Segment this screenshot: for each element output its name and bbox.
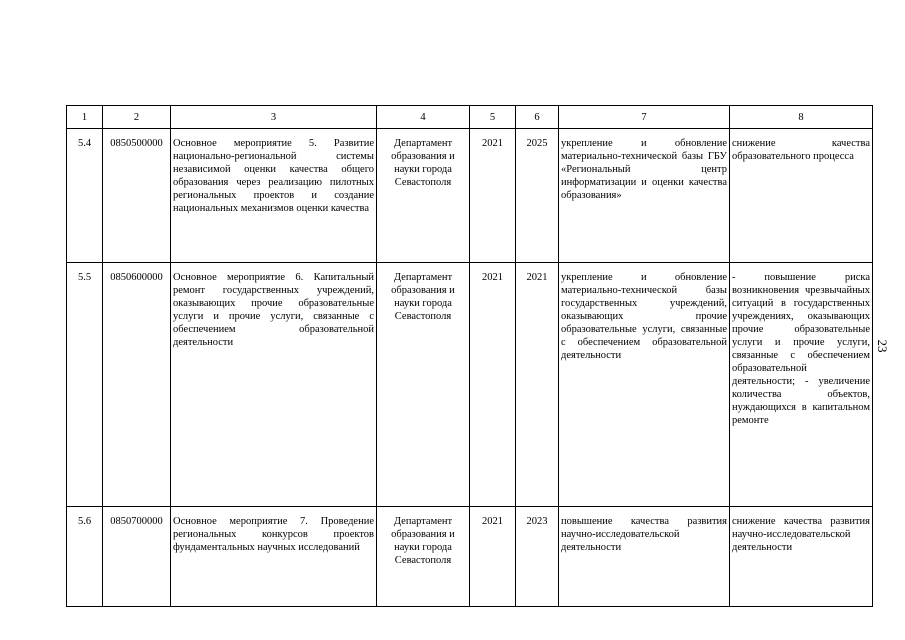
end-year: 2021 <box>516 263 559 507</box>
event-name: Основное мероприятие 6. Капитальный ремонт государственных учреждений, оказывающих прочие образовательные услуги и прочие услуги, связанные с обеспечением образовательной деятельности <box>171 263 377 507</box>
non-implementation-consequence: снижение качества образовательного процесса <box>730 129 873 263</box>
row-number: 5.5 <box>67 263 103 507</box>
table-row <box>67 129 873 263</box>
header-row <box>67 106 873 129</box>
row-number: 5.6 <box>67 507 103 607</box>
executor: Департамент образования и науки города Севастополя <box>377 263 470 507</box>
expected-result: повышение качества развития научно-исследовательской деятельности <box>559 507 730 607</box>
end-year: 2023 <box>516 507 559 607</box>
header-cell-5: 5 <box>470 106 516 129</box>
program-events-table <box>66 105 873 607</box>
header-cell-3: 3 <box>171 106 377 129</box>
executor: Департамент образования и науки города Севастополя <box>377 129 470 263</box>
expected-result: укрепление и обновление материально-технической базы ГБУ «Региональный центр информатизации и оценки качества образования» <box>559 129 730 263</box>
header-cell-4: 4 <box>377 106 470 129</box>
end-year: 2025 <box>516 129 559 263</box>
header-cell-7: 7 <box>559 106 730 129</box>
start-year: 2021 <box>470 507 516 607</box>
budget-code: 0850500000 <box>103 129 171 263</box>
header-cell-6: 6 <box>516 106 559 129</box>
page-number: 23 <box>875 339 890 353</box>
header-cell-8: 8 <box>730 106 873 129</box>
executor: Департамент образования и науки города Севастополя <box>377 507 470 607</box>
row-number: 5.4 <box>67 129 103 263</box>
non-implementation-consequence: - повышение риска возникновения чрезвычайных ситуаций в государственных учреждениях, оказывающих прочие образовательные услуги и прочие услуги, связанные с обеспечением образовательной деятельности; - увеличение количества объектов, нуждающихся в капитальном ремонте <box>730 263 873 507</box>
header-cell-2: 2 <box>103 106 171 129</box>
table-row <box>67 507 873 607</box>
budget-code: 0850600000 <box>103 263 171 507</box>
event-name: Основное мероприятие 7. Проведение региональных конкурсов проектов фундаментальных научных исследований <box>171 507 377 607</box>
budget-code: 0850700000 <box>103 507 171 607</box>
start-year: 2021 <box>470 263 516 507</box>
non-implementation-consequence: снижение качества развития научно-исследовательской деятельности <box>730 507 873 607</box>
header-cell-1: 1 <box>67 106 103 129</box>
event-name: Основное мероприятие 5. Развитие национально-региональной системы независимой оценки качества общего образования через реализацию пилотных региональных проектов и создание национальных механизмов оценки качества <box>171 129 377 263</box>
expected-result: укрепление и обновление материально-технической базы государственных учреждений, оказывающих прочие образовательные услуги, связанные с обеспечением образовательной деятельности <box>559 263 730 507</box>
table-row <box>67 263 873 507</box>
start-year: 2021 <box>470 129 516 263</box>
